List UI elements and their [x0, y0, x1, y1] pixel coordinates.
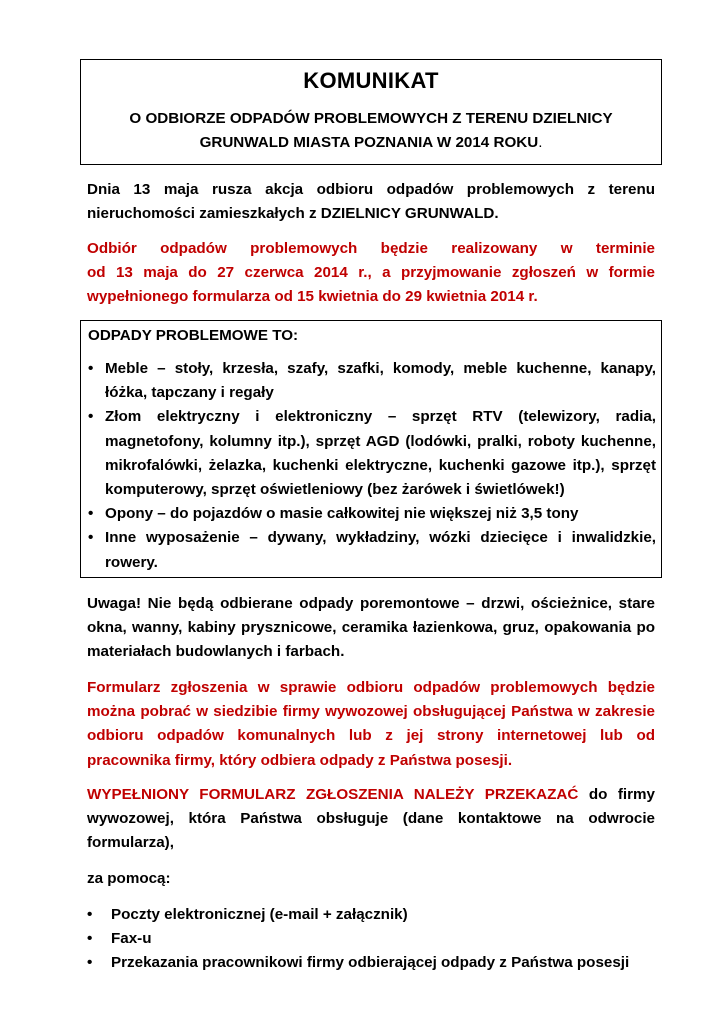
list-item [87, 903, 655, 927]
list-item-text: Inne wyposażenie – dywany, wykładziny, wózki dziecięce i inwalidzkie, rowery. [105, 529, 656, 571]
bullet-icon: • [87, 930, 93, 947]
schedule-line-2: od 13 maja do 27 czerwca 2014 r., a przyjmowanie zgłoszeń w formie [87, 264, 655, 282]
list-item [88, 405, 656, 502]
list-item [87, 951, 655, 975]
schedule-line-3: wypełnionego formularza od 15 kwietnia do 29 kwietnia 2014 r. [87, 288, 538, 306]
document-subtitle [81, 107, 661, 155]
bullet-icon: • [87, 954, 93, 971]
submit-instruction-emphasis: WYPEŁNIONY FORMULARZ ZGŁOSZENIA NALEŻY PRZEKAZAĆ [87, 786, 579, 803]
list-item-text: Fax-u [111, 930, 152, 947]
bullet-icon: • [88, 505, 94, 523]
schedule-paragraph [87, 237, 655, 310]
subtitle-period: . [538, 134, 543, 151]
list-item [88, 502, 656, 526]
list-item [88, 526, 656, 574]
list-item-text: Meble – stoły, krzesła, szafy, szafki, komody, meble kuchenne, kanapy, łóżka, tapczany i regały [105, 360, 656, 402]
list-item [87, 927, 655, 951]
header-box [80, 59, 662, 165]
bullet-icon: • [88, 529, 94, 547]
form-info-paragraph: Formularz zgłoszenia w sprawie odbioru odpadów problemowych będzie można pobrać w siedzibie firmy wywozowej obsługującej Państwa w zakresie odbioru odpadów komunalnych lub z jej strony internetowej lub od pracownika firmy, który odbiera odpady z Państwa posesji. [87, 679, 655, 769]
bullet-icon: • [88, 408, 94, 426]
means-list [87, 903, 655, 975]
subtitle-line-1: O ODBIORZE ODPADÓW PROBLEMOWYCH Z TERENU DZIELNICY [129, 110, 613, 127]
warning-paragraph: Uwaga! Nie będą odbierane odpady poremontowe – drzwi, ościeżnice, stare okna, wanny, kabiny prysznicowe, ceramika łazienkowa, gruz, opakowania po materiałach budowlanych i farbach. [87, 595, 655, 661]
list-item-text: Złom elektryczny i elektroniczny – sprzęt RTV (telewizory, radia, magnetofony, kolumny itp.), sprzęt AGD (lodówki, pralki, roboty kuchenne, mikrofalówki, żelazka, kuchenki elektryczne, kuchenki gazowe itp.), sprzęt komputerowy, sprzęt oświetleniowy (bez żarówek i świetlówek!) [105, 408, 656, 499]
bullet-icon: • [87, 906, 93, 923]
submit-paragraph [87, 783, 655, 856]
list-item-text: Przekazania pracownikowi firmy odbierającej odpady z Państwa posesji [111, 954, 630, 971]
schedule-line-1: Odbiór odpadów problemowych będzie realizowany w terminie [87, 240, 655, 257]
document-title: KOMUNIKAT [303, 68, 439, 93]
subtitle-line-2: GRUNWALD MIASTA POZNANIA W 2014 ROKU [199, 134, 539, 151]
bullet-icon: • [88, 360, 94, 377]
list-item-text: Opony – do pojazdów o masie całkowitej nie większej niż 3,5 tony [105, 505, 579, 523]
means-intro: za pomocą: [87, 870, 171, 887]
list-item-text: Poczty elektronicznej (e-mail + załącznik) [111, 906, 408, 923]
waste-types-box [80, 320, 662, 578]
intro-paragraph: Dnia 13 maja rusza akcja odbioru odpadów problemowych z terenu nieruchomości zamieszkałych z DZIELNICY GRUNWALD. [87, 181, 655, 223]
waste-types-heading: ODPADY PROBLEMOWE TO: [88, 327, 299, 344]
waste-types-list [88, 357, 656, 575]
list-item [88, 357, 656, 405]
submit-instruction-rest: do firmy wywozowej, która Państwa obsługuje (dane kontaktowe na odwrocie formularza), [87, 786, 655, 852]
